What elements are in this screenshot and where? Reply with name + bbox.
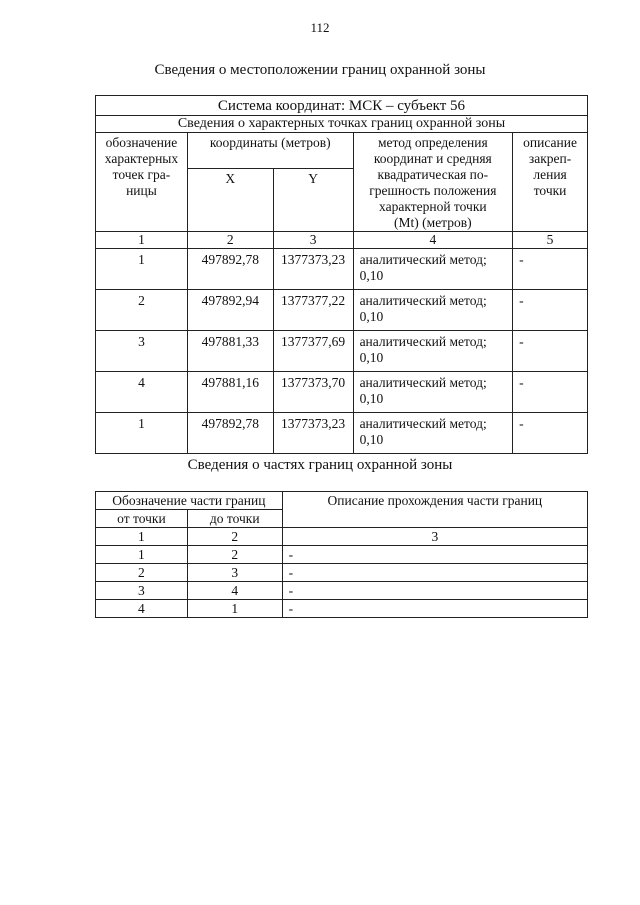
from-point: 2 <box>96 564 188 582</box>
col-number: 3 <box>282 528 587 546</box>
coord-x: 497892,78 <box>187 249 273 290</box>
from-point: 4 <box>96 600 188 618</box>
col-number: 2 <box>187 528 282 546</box>
col-to-header: до точки <box>187 510 282 528</box>
coord-y: 1377373,70 <box>273 372 353 413</box>
col-x-header: X <box>187 169 273 232</box>
method-cell: аналитический метод; 0,10 <box>353 249 513 290</box>
table-row <box>96 249 588 290</box>
col-number: 3 <box>273 232 353 249</box>
col-number: 5 <box>513 232 588 249</box>
coord-x: 497892,78 <box>187 413 273 454</box>
col-designation-header: обозначение характерных точек гра- ницы <box>96 133 188 232</box>
part-desc: - <box>282 546 587 564</box>
point-id: 1 <box>96 249 188 290</box>
fixing-desc: - <box>513 290 588 331</box>
point-id: 2 <box>96 290 188 331</box>
coord-x: 497892,94 <box>187 290 273 331</box>
table-row <box>96 600 588 618</box>
fixing-desc: - <box>513 331 588 372</box>
col-number: 1 <box>96 232 188 249</box>
coord-x: 497881,16 <box>187 372 273 413</box>
col-part-header: Обозначение части границ <box>96 492 283 510</box>
coord-system-header: Система координат: МСК – субъект 56 <box>96 96 588 116</box>
fixing-desc: - <box>513 249 588 290</box>
boundary-points-table <box>95 95 588 454</box>
point-id: 3 <box>96 331 188 372</box>
col-number: 2 <box>187 232 273 249</box>
col-y-header: Y <box>273 169 353 232</box>
method-cell: аналитический метод; 0,10 <box>353 331 513 372</box>
page-number: 112 <box>310 20 330 35</box>
col-desc-header: Описание прохождения части границ <box>282 492 587 528</box>
fixing-desc: - <box>513 413 588 454</box>
coord-y: 1377373,23 <box>273 249 353 290</box>
table-row <box>96 290 588 331</box>
point-id: 4 <box>96 372 188 413</box>
table-row <box>96 582 588 600</box>
section2-title: Сведения о частях границ охранной зоны <box>187 457 453 473</box>
point-id: 1 <box>96 413 188 454</box>
part-desc: - <box>282 582 587 600</box>
method-cell: аналитический метод; 0,10 <box>353 372 513 413</box>
col-from-header: от точки <box>96 510 188 528</box>
part-desc: - <box>282 564 587 582</box>
method-cell: аналитический метод; 0,10 <box>353 413 513 454</box>
fixing-desc: - <box>513 372 588 413</box>
section1-title: Сведения о местоположении границ охранной зоны <box>154 62 486 78</box>
coord-y: 1377373,23 <box>273 413 353 454</box>
to-point: 1 <box>187 600 282 618</box>
table-row <box>96 564 588 582</box>
col-number: 4 <box>353 232 513 249</box>
to-point: 4 <box>187 582 282 600</box>
part-desc: - <box>282 600 587 618</box>
method-cell: аналитический метод; 0,10 <box>353 290 513 331</box>
to-point: 2 <box>187 546 282 564</box>
from-point: 3 <box>96 582 188 600</box>
col-method-header: метод определения координат и средняя квадратическая по- грешность положения характерной точки (Mt) (метров) <box>353 133 513 232</box>
points-header: Сведения о характерных точках границ охранной зоны <box>96 116 588 133</box>
coord-y: 1377377,22 <box>273 290 353 331</box>
table-row <box>96 546 588 564</box>
table-row <box>96 331 588 372</box>
coord-x: 497881,33 <box>187 331 273 372</box>
table-row <box>96 372 588 413</box>
col-coords-header: координаты (метров) <box>187 133 353 169</box>
col-desc-header: описание закреп- ления точки <box>513 133 588 232</box>
table-row <box>96 413 588 454</box>
col-number: 1 <box>96 528 188 546</box>
to-point: 3 <box>187 564 282 582</box>
coord-y: 1377377,69 <box>273 331 353 372</box>
from-point: 1 <box>96 546 188 564</box>
boundary-parts-table <box>95 491 588 618</box>
